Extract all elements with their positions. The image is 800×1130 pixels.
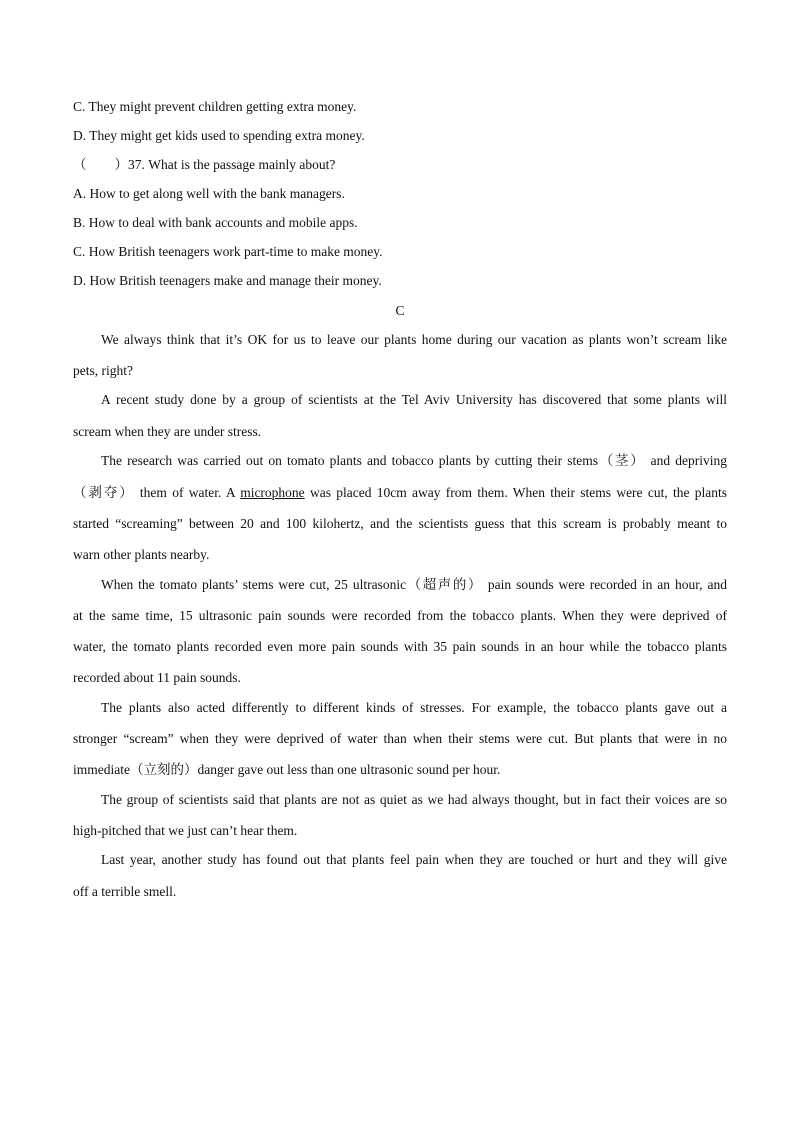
option-36-d: D. They might get kids used to spending extra money. (73, 128, 365, 143)
option-37-d: D. How British teenagers make and manage their money. (73, 273, 382, 288)
option-36-c: C. They might prevent children getting extra money. (73, 99, 357, 114)
option-37-b: B. How to deal with bank accounts and mobile apps. (73, 215, 358, 230)
underlined-word: microphone (240, 485, 305, 500)
paragraph-7-line-1: Last year, another study has found out that plants feel pain when they are touched or hurt and they will give (101, 852, 727, 867)
paragraph-4-line-1: When the tomato plants’ stems were cut, 25 ultrasonic（超声的） pain sounds were recorded in an hour, and (101, 577, 727, 592)
paragraph-4-line-3: water, the tomato plants recorded even more pain sounds with 35 pain sounds in an hour while the tobacco plants (73, 639, 727, 654)
question-37-stem: 37. What is the passage mainly about? (128, 157, 336, 172)
paragraph-6-line-2: high-pitched that we just can’t hear them. (73, 823, 298, 838)
paragraph-2-line-1: A recent study done by a group of scientists at the Tel Aviv University has discovered that some plants will (101, 392, 727, 407)
paragraph-4-line-2: at the same time, 15 ultrasonic pain sounds were recorded from the tobacco plants. When they were deprived of (73, 608, 727, 623)
answer-blank-open: （ (73, 157, 87, 172)
option-37-a: A. How to get along well with the bank managers. (73, 186, 345, 201)
question-37 (73, 155, 335, 175)
paragraph-5-line-2: stronger “scream” when they were deprived of water than when their stems were cut. But plants that were in no (73, 731, 727, 746)
option-37-c: C. How British teenagers work part-time to make money. (73, 244, 383, 259)
paragraph-3-line-4: warn other plants nearby. (73, 547, 210, 562)
paragraph-1-line-1: We always think that it’s OK for us to leave our plants home during our vacation as plants won’t scream like (101, 332, 727, 347)
paragraph-3-line-2-end: was placed 10cm away from them. When their stems were cut, the plants (304, 485, 728, 500)
paragraph-3-line-2-start: （剥夺） them of water. A (73, 485, 241, 500)
paragraph-5-line-3: immediate（立刻的）danger gave out less than one ultrasonic sound per hour. (73, 762, 501, 777)
paragraph-3-line-1: The research was carried out on tomato plants and tobacco plants by cutting their stems（茎） and depriving (101, 453, 727, 468)
paragraph-1-line-2: pets, right? (73, 363, 133, 378)
paragraph-3-line-3: started “screaming” between 20 and 100 kilohertz, and the scientists guess that this scream is probably meant to (73, 516, 727, 531)
paragraph-3-line-2 (73, 483, 727, 503)
paragraph-6-line-1: The group of scientists said that plants are not as quiet as we had always thought, but in fact their voices are so (101, 792, 727, 807)
paragraph-5-line-1: The plants also acted differently to different kinds of stresses. For example, the tobacco plants gave out a (101, 700, 727, 715)
paragraph-4-line-4: recorded about 11 pain sounds. (73, 670, 241, 685)
section-label: C (395, 303, 405, 318)
answer-blank-close: ） (114, 157, 128, 172)
paragraph-2-line-2: scream when they are under stress. (73, 424, 262, 439)
paragraph-7-line-2: off a terrible smell. (73, 884, 177, 899)
